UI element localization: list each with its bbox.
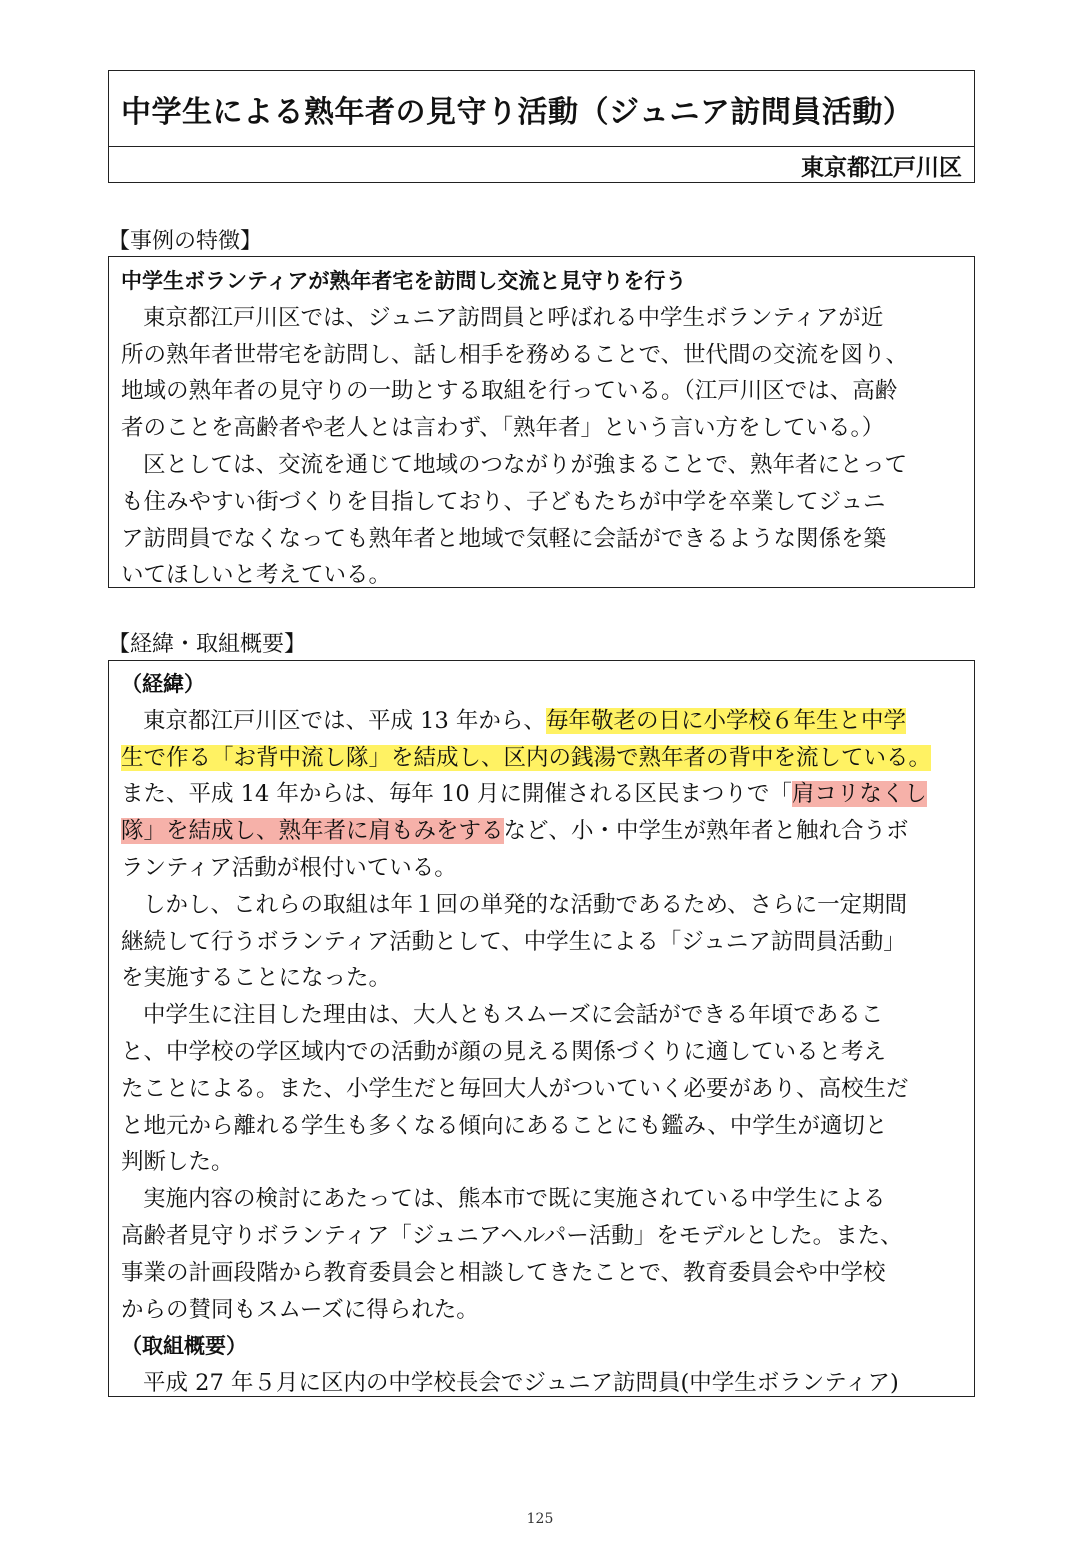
region-label: 東京都江戸川区 bbox=[801, 154, 962, 181]
paragraph-line: 区としては、交流を通じて地域のつながりが強まることで、熟年者にとって bbox=[143, 451, 908, 478]
paragraph-line: と、中学校の学区域内での活動が顔の見える関係づくりに適していると考え bbox=[121, 1038, 887, 1065]
paragraph-line: 実施内容の検討にあたっては、熊本市で既に実施されている中学生による bbox=[143, 1186, 886, 1213]
paragraph-line: 東京都江戸川区では、ジュニア訪問員と呼ばれる中学生ボランティアが近 bbox=[143, 304, 884, 331]
paragraph-line: 事業の計画段階から教育委員会と相談してきたことで、教育委員会や中学校 bbox=[121, 1259, 886, 1286]
paragraph-line: 東京都江戸川区では、平成 13 年から、毎年敬老の日に小学校６年生と中学 bbox=[143, 707, 906, 734]
page-number: 125 bbox=[526, 1511, 554, 1527]
paragraph-line: 平成 27 年５月に区内の中学校長会でジュニア訪問員(中学生ボランティア) bbox=[143, 1370, 899, 1397]
paragraph-line: 高齢者見守りボランティア「ジュニアヘルパー活動」をモデルとした。また、 bbox=[121, 1222, 903, 1249]
paragraph-line: しかし、これらの取組は年１回の単発的な活動であるため、さらに一定期間 bbox=[143, 891, 908, 918]
paragraph-line: いてほしいと考えている。 bbox=[121, 562, 392, 589]
section-heading-background: 【経緯・取組概要】 bbox=[108, 632, 307, 657]
highlight-red: 隊」を結成し、熟年者に肩もみをする bbox=[121, 818, 504, 845]
paragraph-line: 地域の熟年者の見守りの一助とする取組を行っている。（江戸川区では、高齢 bbox=[121, 378, 898, 405]
page-title: 中学生による熟年者の見守り活動（ジュニア訪問員活動） bbox=[121, 94, 914, 130]
paragraph-line: を実施することになった。 bbox=[121, 965, 392, 992]
paragraph-line: たことによる。また、小学生だと毎回大人がついていく必要があり、高校生だ bbox=[121, 1075, 909, 1102]
paragraph-line: 継続して行うボランティア活動として、中学生による「ジュニア訪問員活動」 bbox=[121, 928, 906, 955]
subheading-overview: （取組概要） bbox=[121, 1334, 247, 1359]
paragraph-line: ア訪問員でなくなっても熟年者と地域で気軽に会話ができるような関係を築 bbox=[121, 525, 887, 552]
features-box bbox=[108, 256, 975, 588]
paragraph-line: ランティア活動が根付いている。 bbox=[121, 854, 457, 881]
highlight-yellow: 生で作る「お背中流し隊」を結成し、区内の銭湯で熟年者の背中を流している。 bbox=[121, 744, 932, 771]
title-box bbox=[108, 70, 975, 183]
paragraph-line: 所の熟年者世帯宅を訪問し、話し相手を務めることで、世代間の交流を図り、 bbox=[121, 341, 909, 368]
paragraph-line: も住みやすい街づくりを目指しており、子どもたちが中学を卒業してジュニ bbox=[121, 488, 886, 515]
paragraph-line: 者のことを高齢者や老人とは言わず、「熟年者」という言い方をしている。） bbox=[121, 415, 885, 442]
paragraph-line: からの賛同もスムーズに得られた。 bbox=[121, 1296, 479, 1323]
background-box bbox=[108, 660, 975, 1397]
features-subtitle: 中学生ボランティアが熟年者宅を訪問し交流と見守りを行う bbox=[121, 269, 687, 293]
highlight-yellow: 毎年敬老の日に小学校６年生と中学 bbox=[545, 707, 906, 734]
paragraph-line: 隊」を結成し、熟年者に肩もみをするなど、小・中学生が熟年者と触れ合うボ bbox=[121, 818, 909, 845]
paragraph-line: 中学生に注目した理由は、大人ともスムーズに会話ができる年頃であるこ bbox=[143, 1002, 884, 1029]
paragraph-line: 判断した。 bbox=[121, 1149, 234, 1176]
paragraph-line bbox=[121, 740, 962, 777]
paragraph-line: また、平成 14 年からは、毎年 10 月に開催される区民まつりで「肩コリなくし bbox=[121, 781, 927, 808]
paragraph-line: と地元から離れる学生も多くなる傾向にあることにも鑑み、中学生が適切と bbox=[121, 1112, 888, 1139]
highlight-red: 肩コリなくし bbox=[791, 781, 927, 808]
section-heading-features: 【事例の特徴】 bbox=[108, 229, 263, 254]
subheading-background: （経緯） bbox=[121, 672, 205, 696]
